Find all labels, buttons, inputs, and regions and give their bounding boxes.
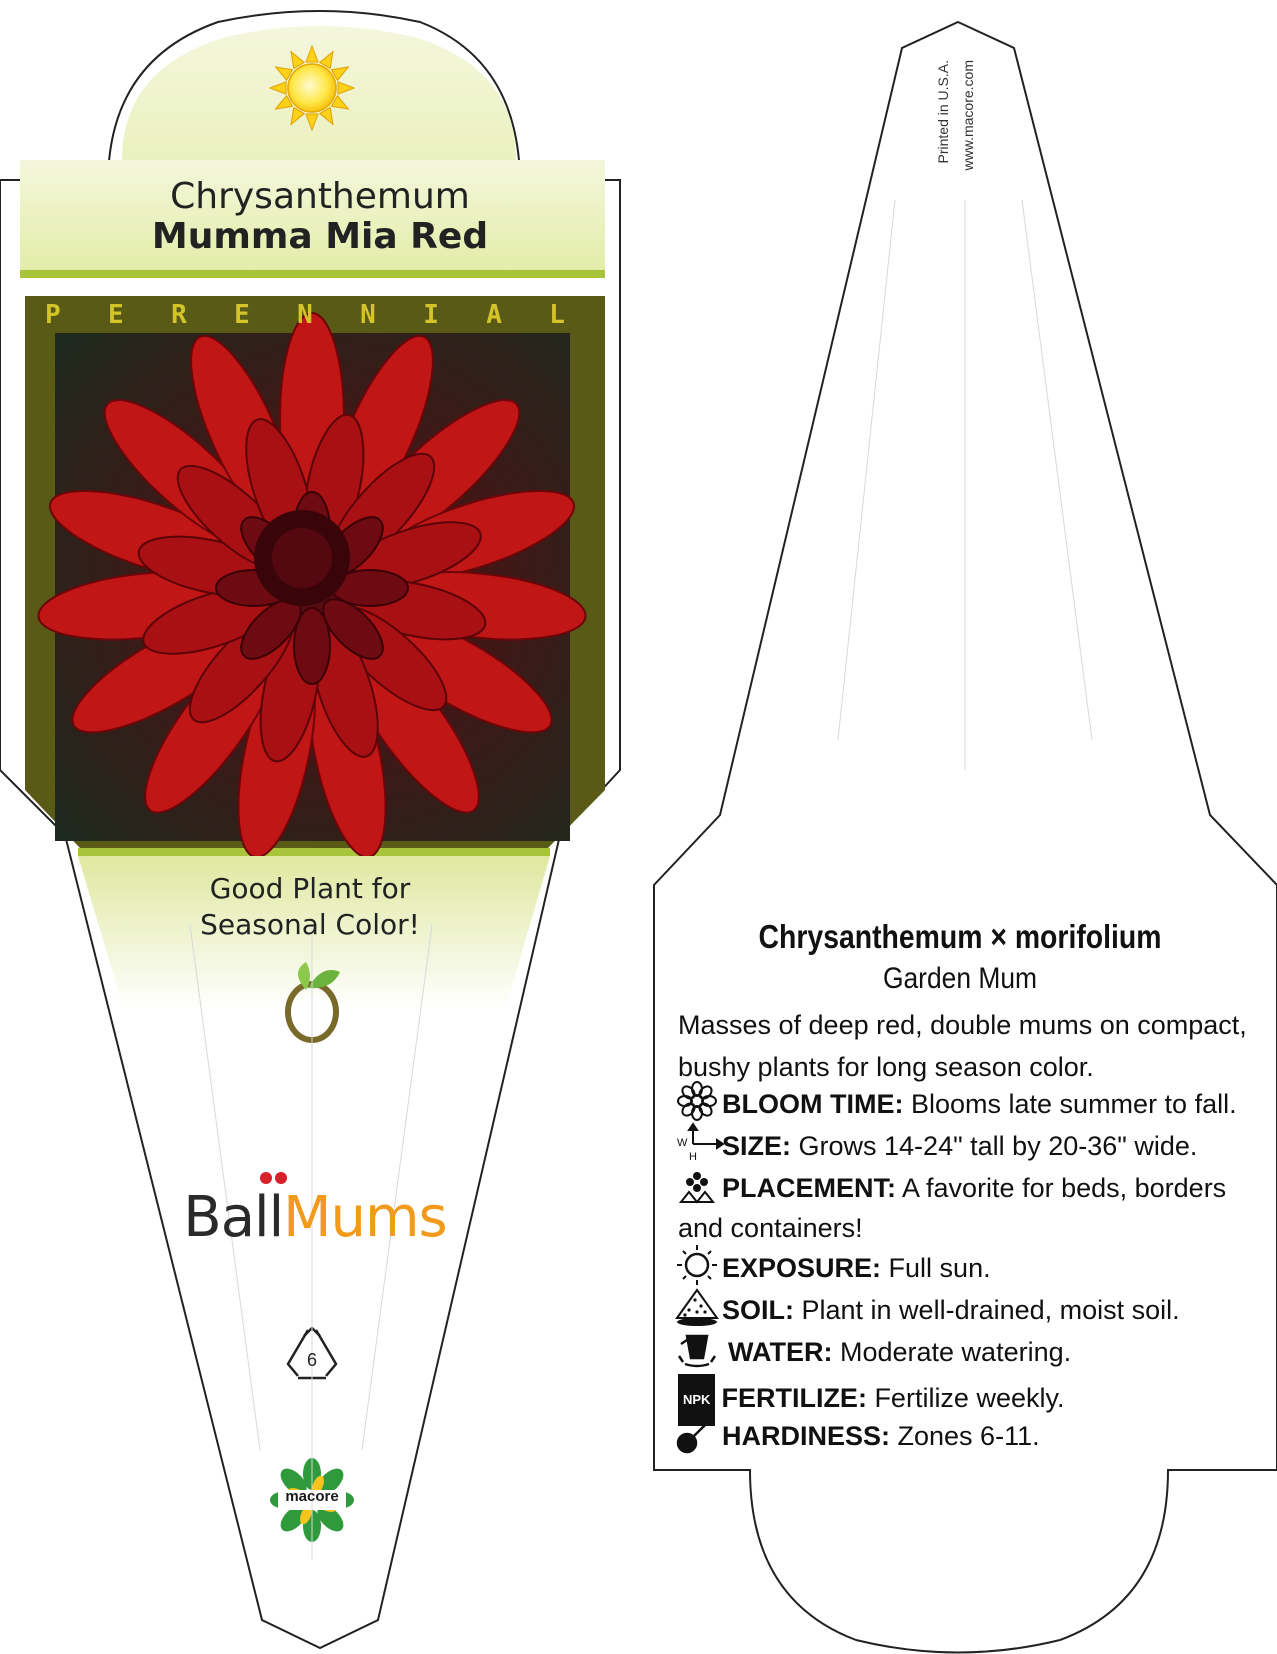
info-text: Fertilize weekly. xyxy=(866,1383,1065,1413)
ball-mums-logo xyxy=(170,1185,460,1250)
info-label: SOIL: xyxy=(722,1295,794,1325)
tagline-line-1: Good Plant for xyxy=(209,872,411,905)
botanical-name: Chrysanthemum × morifolium xyxy=(758,918,1162,955)
category-letter: P xyxy=(45,300,61,330)
info-label: HARDINESS: xyxy=(722,1421,891,1451)
brand-ball: Ball xyxy=(183,1185,284,1250)
category-letter: L xyxy=(549,300,565,330)
printed-in-label: Printed in U.S.A. xyxy=(935,60,951,164)
category-label xyxy=(35,300,575,330)
info-water xyxy=(678,1332,1277,1372)
recycle-code: 6 xyxy=(306,1350,317,1370)
info-text: Zones 6-11. xyxy=(890,1421,1040,1451)
info-label: WATER: xyxy=(728,1337,833,1367)
category-letter: R xyxy=(171,300,187,330)
info-label: BLOOM TIME: xyxy=(722,1089,904,1119)
info-exposure xyxy=(678,1248,1277,1288)
category-letter: A xyxy=(486,300,502,330)
category-letter: E xyxy=(234,300,250,330)
info-text: Full sun. xyxy=(881,1253,991,1283)
macore-logo-text: macore xyxy=(285,1488,339,1505)
svg-text:H: H xyxy=(689,1151,697,1163)
svg-text:W: W xyxy=(677,1137,688,1149)
info-text: Moderate watering. xyxy=(832,1337,1072,1367)
tagline-line-2: Seasonal Color! xyxy=(200,908,420,941)
info-bloom-time xyxy=(678,1084,1277,1124)
info-label: EXPOSURE: xyxy=(722,1253,882,1283)
common-name: Garden Mum xyxy=(882,962,1038,995)
website-label: www.macore.com xyxy=(960,60,976,171)
category-letter: N xyxy=(297,300,313,330)
npk-icon: NPK xyxy=(678,1374,715,1426)
info-text: A favorite for beds, borders and containers! xyxy=(678,1173,1227,1243)
brand-mums: Mums xyxy=(283,1185,447,1250)
category-letter: E xyxy=(108,300,124,330)
info-label: PLACEMENT: xyxy=(722,1173,896,1203)
category-letter: N xyxy=(360,300,376,330)
plant-description: Masses of deep red, double mums on compact, bushy plants for long season color. xyxy=(678,1010,1247,1082)
info-soil xyxy=(678,1290,1277,1330)
info-text: Plant in well-drained, moist soil. xyxy=(794,1295,1180,1325)
info-size xyxy=(678,1126,1277,1166)
info-text: Grows 14-24" tall by 20-36" wide. xyxy=(791,1131,1198,1161)
info-text: Blooms late summer to fall. xyxy=(903,1089,1237,1119)
category-letter: I xyxy=(423,300,439,330)
plant-genus-title: Chrysanthemum xyxy=(170,176,470,217)
plant-variety-title: Mumma Mia Red xyxy=(151,216,489,257)
info-hardiness xyxy=(678,1416,1277,1456)
chrysanthemum-photo xyxy=(35,313,589,864)
info-label: SIZE: xyxy=(722,1131,792,1161)
info-placement xyxy=(678,1168,1268,1248)
info-label: FERTILIZE: xyxy=(721,1383,867,1413)
